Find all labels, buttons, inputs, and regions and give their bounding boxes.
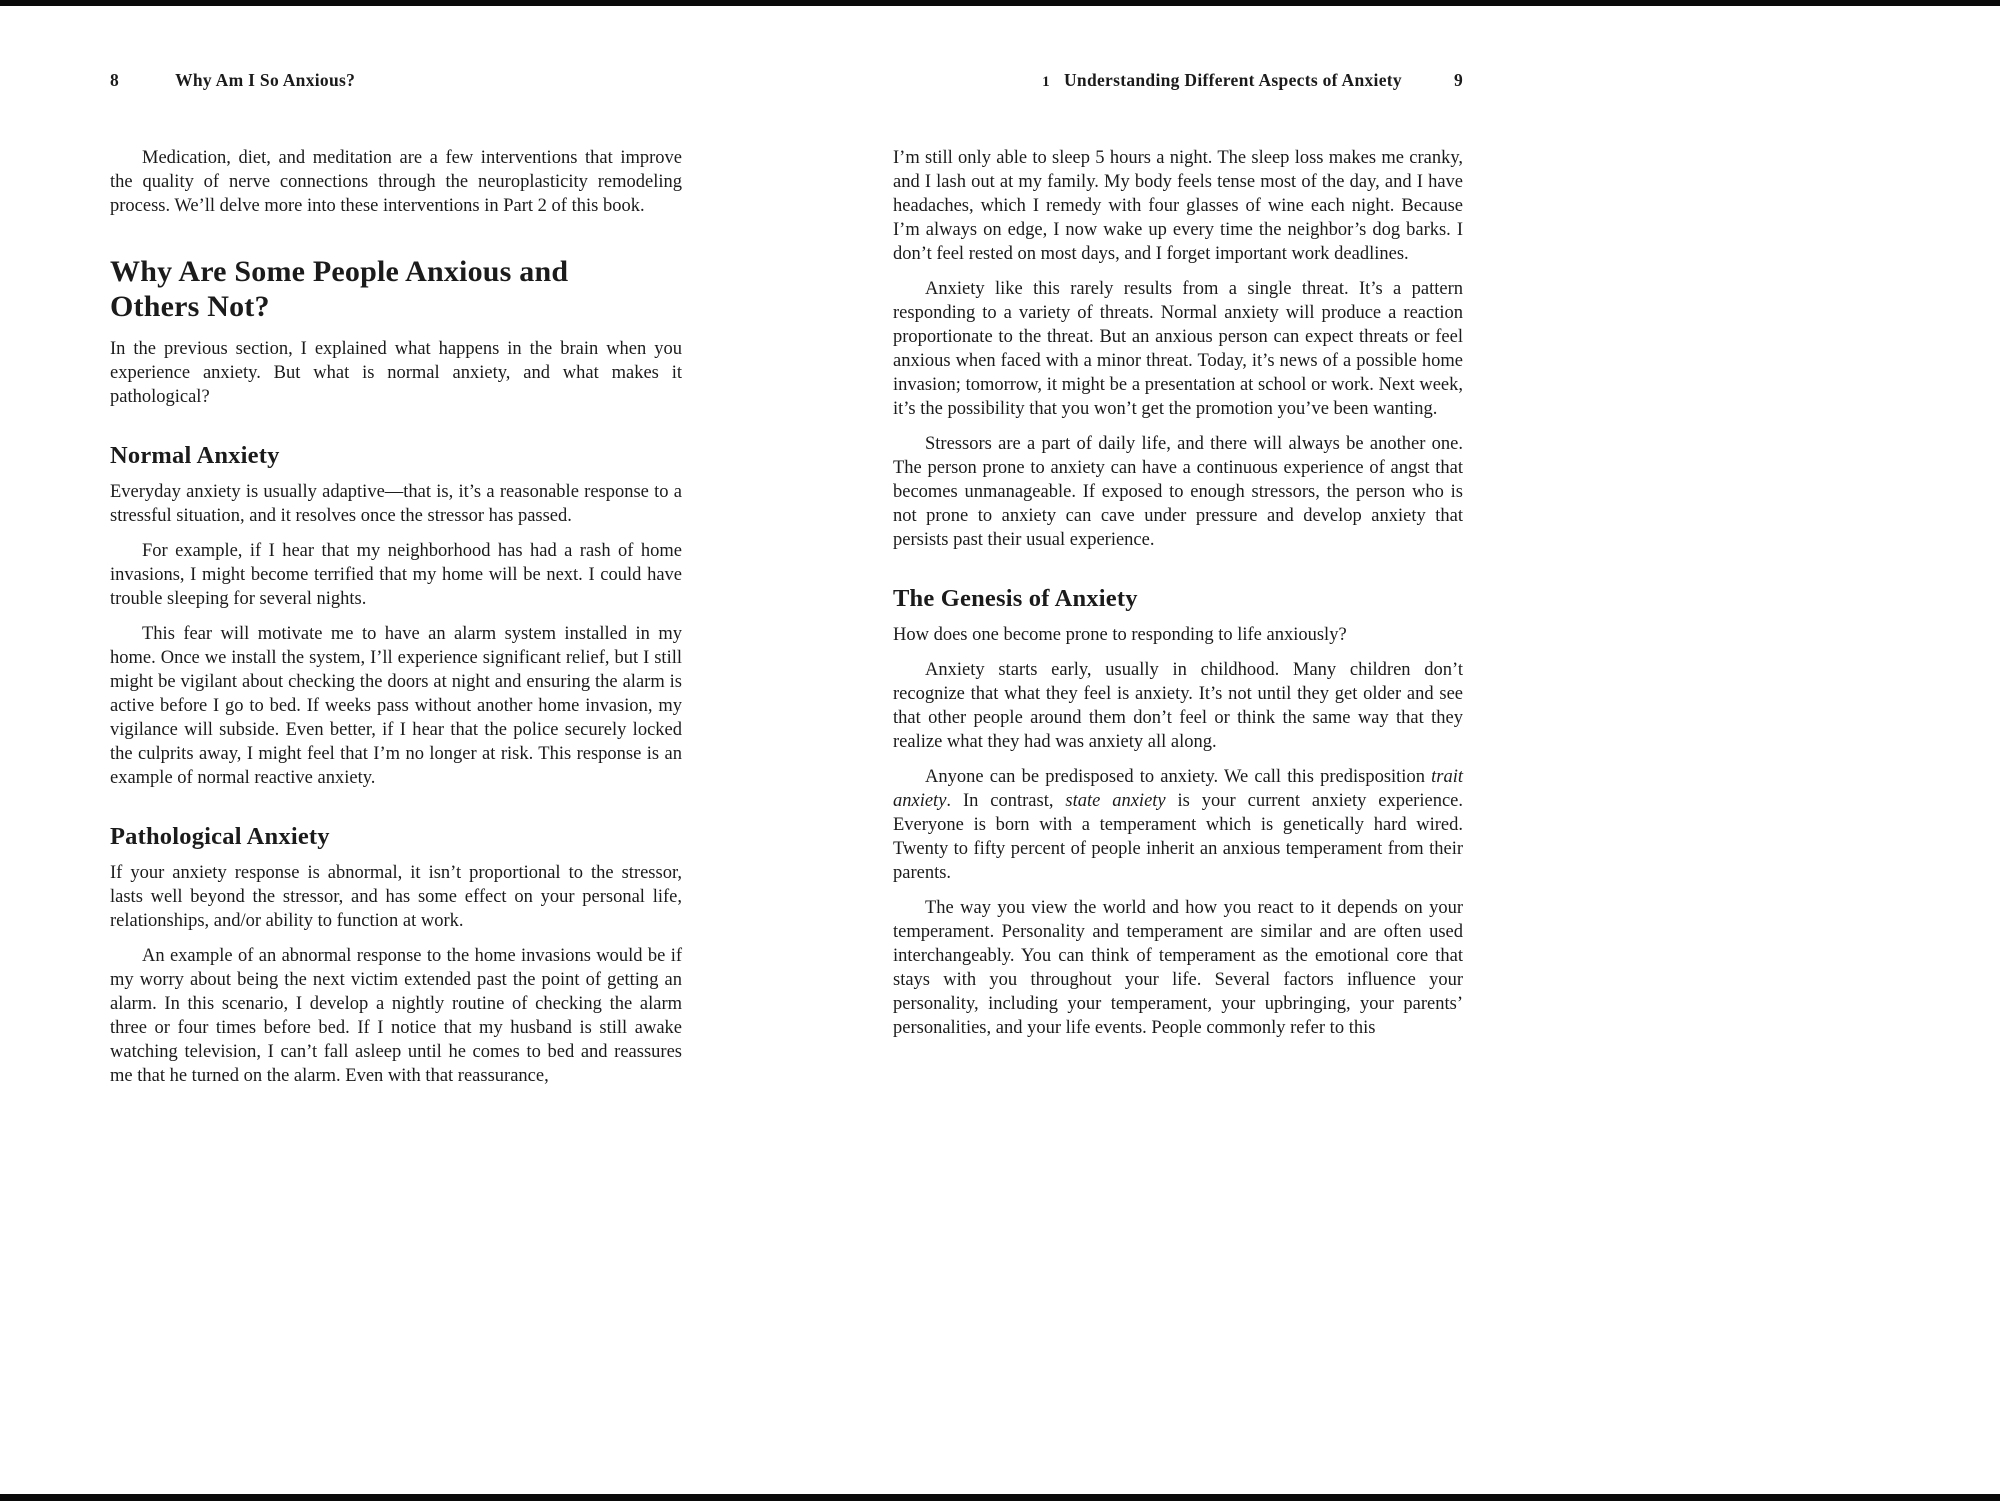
lead-paragraph: How does one become prone to responding to life anxiously? bbox=[893, 625, 1347, 645]
right-page-number: 9 bbox=[1453, 70, 1463, 90]
section-heading bbox=[110, 254, 682, 324]
left-page-number: 8 bbox=[110, 70, 120, 90]
paragraph: The way you view the world and how you react to it depends on your temperament. Personality and temperament are similar and are often used interchangeably. You can think of temperament as the emotional core that stays with you throughout your life. Several factors influence your personality, including your temperament, your upbringing, your parents’ personalities, and your life events. People commonly refer to this bbox=[893, 898, 1463, 1038]
section-intro-paragraph: In the previous section, I explained what happens in the brain when you experience anxiety. But what is normal anxiety, and what makes it pathological? bbox=[110, 339, 682, 407]
section-heading-line-2: Others Not? bbox=[110, 290, 270, 323]
paragraph-text: . In contrast, bbox=[946, 791, 1066, 811]
intro-paragraph: Medication, diet, and meditation are a few interventions that improve the quality of nerve connections through the neuroplasticity remodeling process. We’ll delve more into these interventions in Part 2 of this book. bbox=[110, 148, 682, 216]
right-running-header bbox=[893, 70, 1463, 91]
top-page-edge bbox=[0, 0, 2000, 6]
term-trait-anxiety: trait anxiety bbox=[893, 767, 1463, 811]
term-state-anxiety: state anxiety bbox=[1065, 791, 1166, 811]
left-running-header bbox=[110, 70, 355, 91]
right-running-title: Understanding Different Aspects of Anxiety bbox=[1063, 70, 1402, 90]
paragraph: If your anxiety response is abnormal, it isn’t proportional to the stressor, lasts well beyond the stressor, and has some effect on your personal life, relationships, and/or ability to function at work. bbox=[110, 863, 682, 931]
left-text-column bbox=[110, 146, 682, 1088]
paragraph-with-terms bbox=[893, 765, 1463, 885]
subsection-heading-normal-anxiety: Normal Anxiety bbox=[110, 442, 280, 469]
paragraph: Anxiety like this rarely results from a single threat. It’s a pattern responding to a variety of threats. Normal anxiety will produce a reaction proportionate to the threat. But an anxious person can expect threats or feel anxious when faced with a minor threat. Today, it’s news of a possible home invasion; tomorrow, it might be a presentation at school or work. Next week, it’s the possibility that you won’t get the promotion you’ve been wanting. bbox=[893, 279, 1463, 419]
bottom-page-edge bbox=[0, 1494, 2000, 1501]
paragraph-text: is your current anxiety experience. Everyone is born with a temperament which is genetically hard wired. Twenty to fifty percent of people inherit an anxious temperament from their parents. bbox=[893, 791, 1463, 883]
paragraph: Everyday anxiety is usually adaptive—that is, it’s a reasonable response to a stressful situation, and it resolves once the stressor has passed. bbox=[110, 482, 682, 526]
paragraph: Stressors are a part of daily life, and there will always be another one. The person prone to anxiety can have a continuous experience of angst that becomes unmanageable. If exposed to enough stressors, the person who is not prone to anxiety can cave under pressure and develop anxiety that persists past their usual experience. bbox=[893, 434, 1463, 550]
paragraph: An example of an abnormal response to the home invasions would be if my worry about being the next victim extended past the point of getting an alarm. In this scenario, I develop a nightly routine of checking the alarm three or four times before bed. If I notice that my husband is still awake watching television, I can’t fall asleep until he comes to bed and reassures me that he turned on the alarm. Even with that reassurance, bbox=[110, 946, 682, 1086]
section-heading-line-1: Why Are Some People Anxious and bbox=[110, 255, 569, 288]
subsection-heading-pathological-anxiety: Pathological Anxiety bbox=[110, 823, 330, 850]
paragraph-text: Anyone can be predisposed to anxiety. We call this predisposition bbox=[925, 767, 1432, 787]
subsection-heading-genesis-of-anxiety: The Genesis of Anxiety bbox=[893, 585, 1138, 612]
paragraph: Anxiety starts early, usually in childhood. Many children don’t recognize that what they feel is anxiety. It’s not until they get older and see that other people around them don’t feel or think the same way that they realize what they had was anxiety all along. bbox=[893, 660, 1463, 752]
right-text-column bbox=[893, 146, 1463, 1040]
paragraph: For example, if I hear that my neighborhood has had a rash of home invasions, I might become terrified that my home will be next. I could have trouble sleeping for several nights. bbox=[110, 541, 682, 609]
chapter-number: 1 bbox=[1042, 74, 1050, 90]
continuation-paragraph: I’m still only able to sleep 5 hours a night. The sleep loss makes me cranky, and I lash out at my family. My body feels tense most of the day, and I have headaches, which I remedy with four glasses of wine each night. Because I’m always on edge, I now wake up every time the neighbor’s dog barks. I don’t feel rested on most days, and I forget important work deadlines. bbox=[893, 148, 1463, 264]
paragraph: This fear will motivate me to have an alarm system installed in my home. Once we install the system, I’ll experience significant relief, but I still might be vigilant about checking the doors at night and ensuring the alarm is active before I go to bed. If weeks pass without another home invasion, my vigilance will subside. Even better, if I hear that the police securely locked the culprits away, I might feel that I’m no longer at risk. This response is an example of normal reactive anxiety. bbox=[110, 624, 682, 788]
left-running-title: Why Am I So Anxious? bbox=[175, 70, 356, 90]
